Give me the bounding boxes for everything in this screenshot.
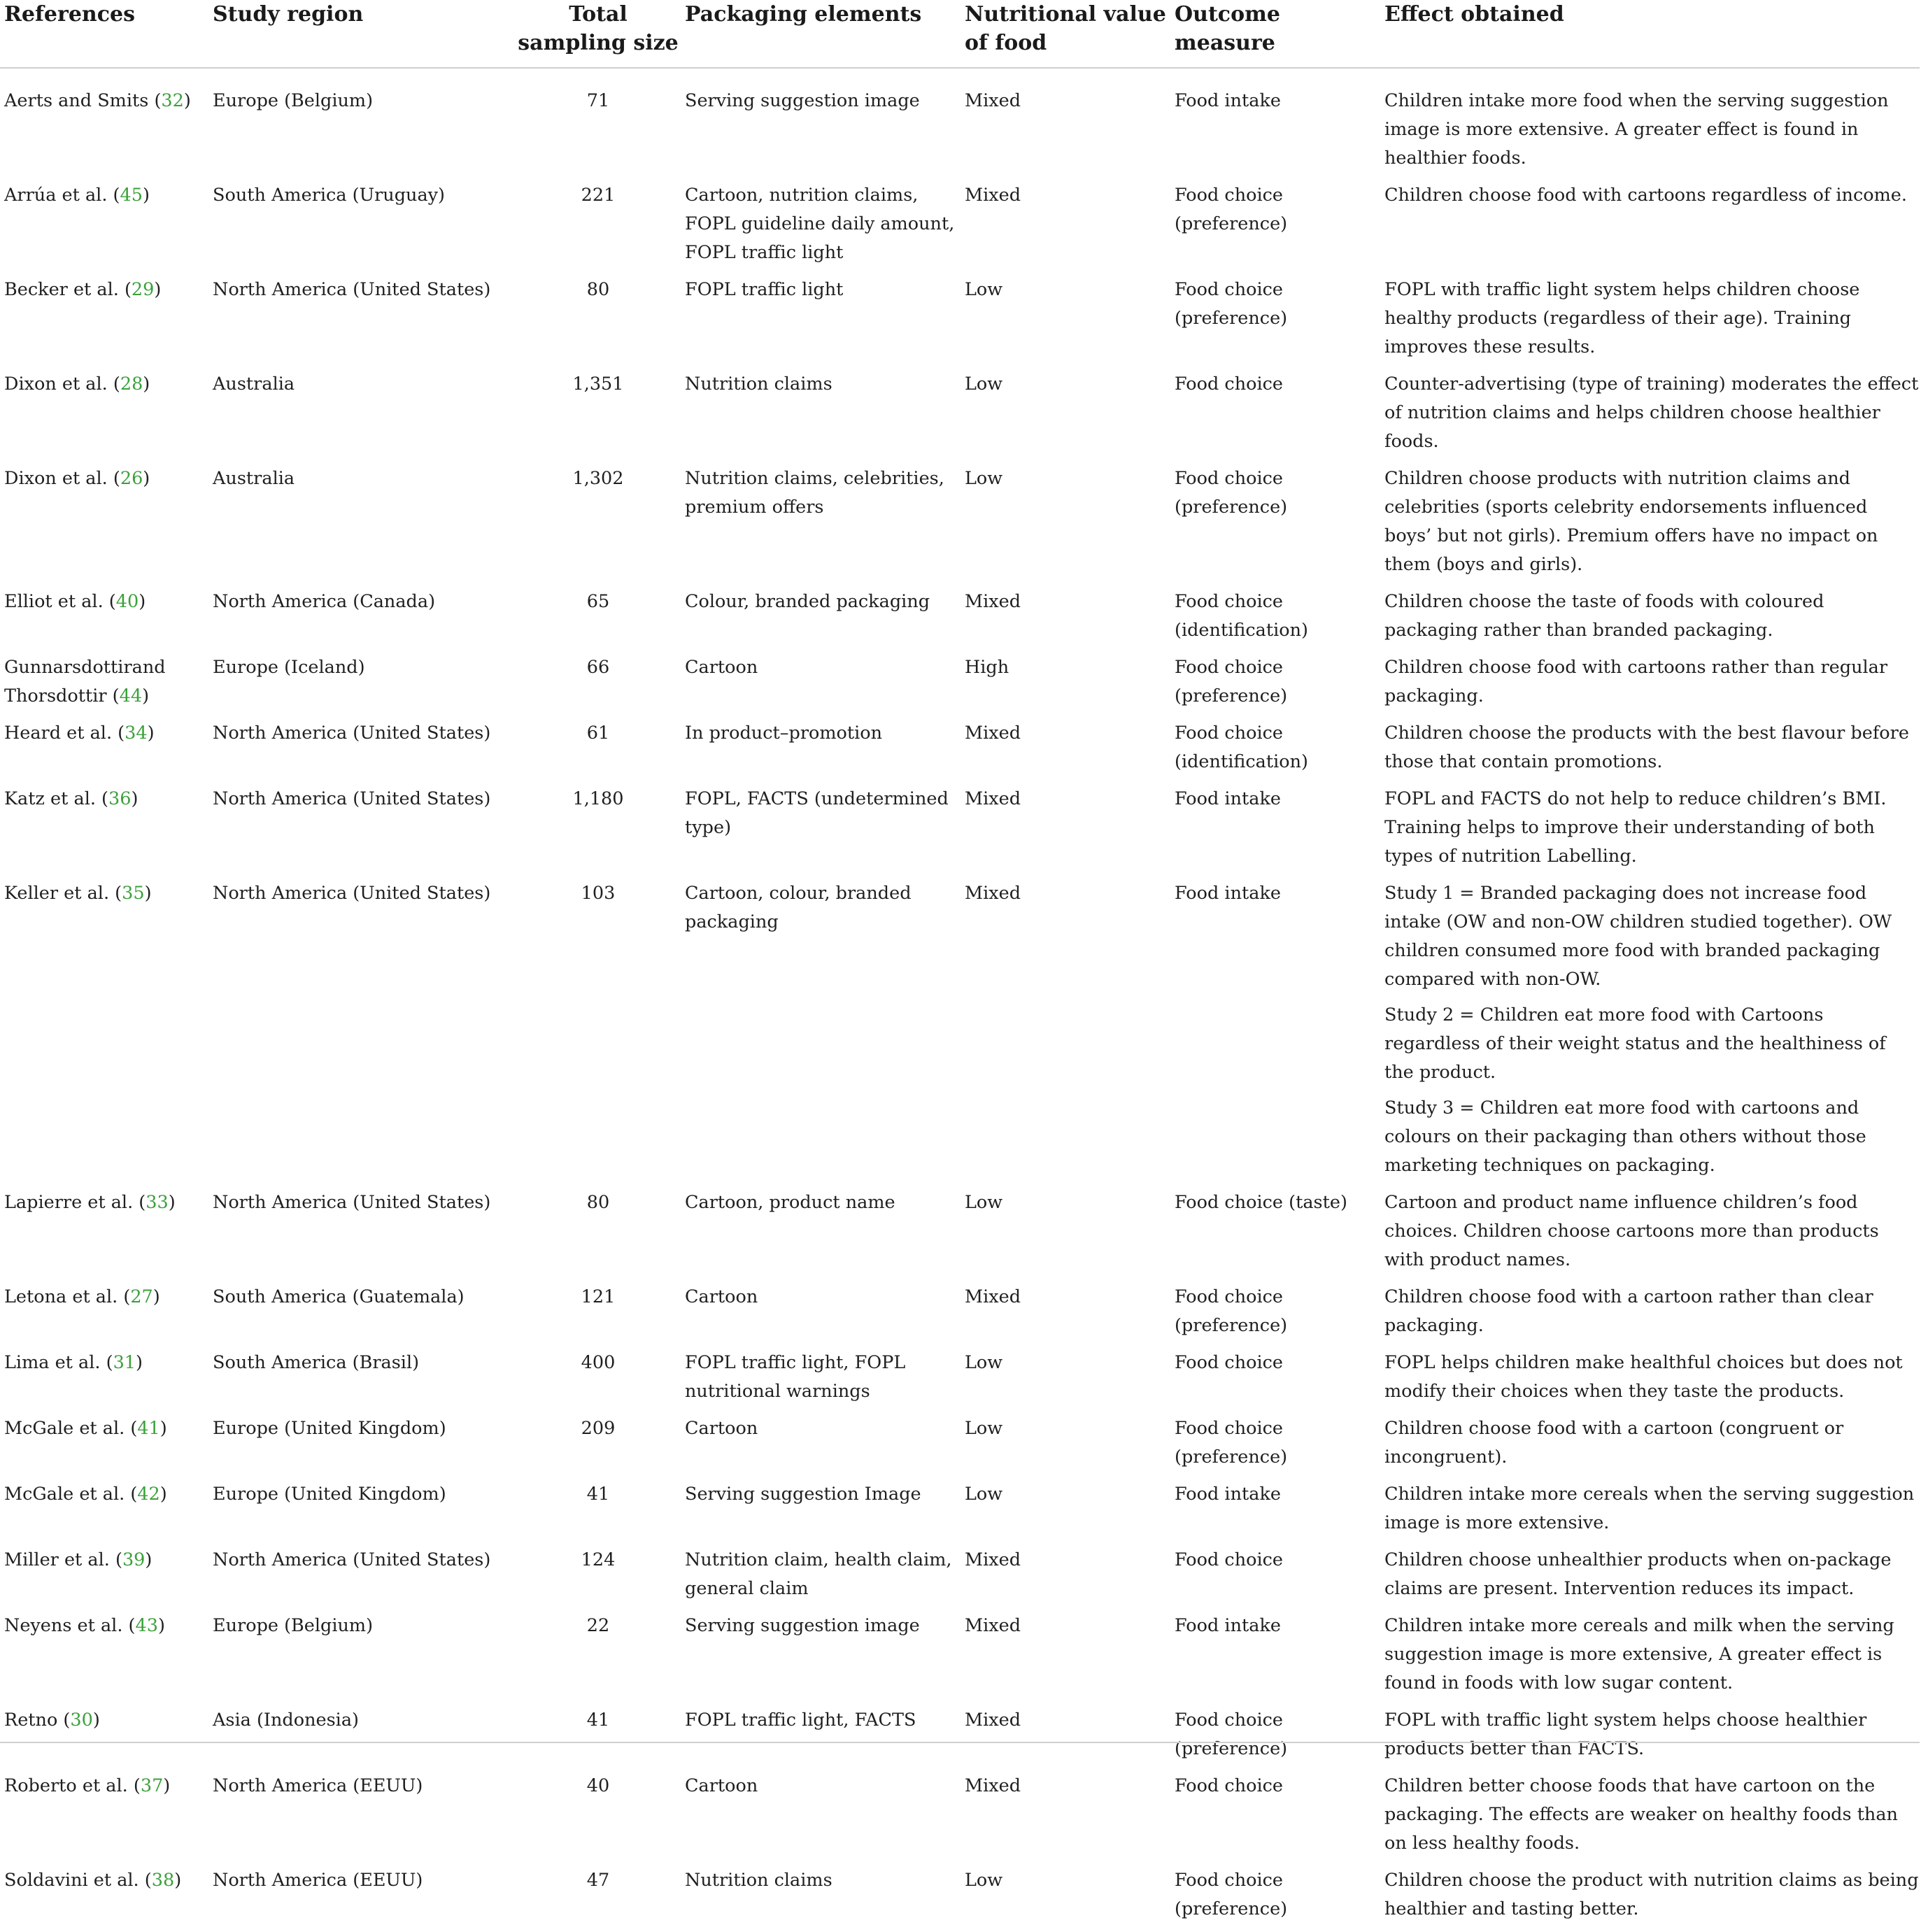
- cell-sampling-size: 47: [586, 1870, 610, 1891]
- reference-citation-link[interactable]: 28: [120, 374, 143, 395]
- reference-author: Retno: [4, 1710, 58, 1731]
- reference-citation-link[interactable]: 30: [70, 1710, 93, 1731]
- reference-author: Dixon et al.: [4, 374, 108, 395]
- cell-nutritional-value: Low: [965, 279, 1003, 300]
- table-row: [0, 1866, 1920, 1932]
- table-row: [0, 785, 1920, 879]
- cell-effect-obtained: [1380, 181, 1920, 276]
- cell-study-region: Australia: [213, 374, 295, 395]
- cell-reference: Elliot et al. (40): [4, 591, 146, 612]
- cell-packaging-elements: Cartoon, product name: [685, 1192, 895, 1213]
- cell-effect-obtained: [1380, 1349, 1920, 1414]
- cell-effect-obtained: [1380, 1706, 1920, 1772]
- cell-effect-obtained: [1380, 879, 1920, 1188]
- reference-author: McGale et al.: [4, 1484, 125, 1505]
- cell-sampling-size: 41: [586, 1710, 610, 1731]
- cell-packaging-elements: Cartoon, colour, branded packaging: [685, 883, 912, 932]
- reference-author: Elliot et al.: [4, 591, 104, 612]
- cell-nutritional-value: Mixed: [965, 185, 1021, 206]
- cell-effect-obtained: [1380, 464, 1920, 588]
- reference-author: Becker et al.: [4, 279, 119, 300]
- cell-nutritional-value: Mixed: [965, 1286, 1021, 1307]
- cell-sampling-size: 22: [586, 1615, 610, 1636]
- cell-study-region: Australia: [213, 468, 295, 489]
- cell-reference: Keller et al. (35): [4, 883, 152, 904]
- cell-study-region: Europe (United Kingdom): [213, 1418, 446, 1439]
- header-references: References: [0, 0, 208, 68]
- cell-packaging-elements: Nutrition claims: [685, 374, 832, 395]
- cell-study-region: North America (United States): [213, 883, 491, 904]
- header-outcome-measure: Outcome measure: [1170, 0, 1380, 68]
- cell-sampling-size: 71: [586, 90, 610, 111]
- cell-packaging-elements: Nutrition claims: [685, 1870, 832, 1891]
- effect-paragraph: Study 1 = Branded packaging does not increase food intake (OW and non-OW children studied together). OW children consumed more food with branded packaging compared with non-OW.: [1384, 883, 1892, 990]
- effect-paragraph: FOPL and FACTS do not help to reduce children’s BMI. Training helps to improve their understanding of both types of nutrition Labelling.: [1384, 788, 1887, 867]
- reference-citation-link[interactable]: 26: [120, 468, 143, 489]
- header-study-region: Study region: [208, 0, 516, 68]
- cell-effect-obtained: [1380, 588, 1920, 653]
- effect-paragraph: FOPL with traffic light system helps children choose healthy products (regardless of their age). Training improves these results.: [1384, 279, 1860, 357]
- reference-citation-link[interactable]: 40: [115, 591, 139, 612]
- cell-reference: Retno (30): [4, 1710, 100, 1731]
- reference-citation-link[interactable]: 35: [122, 883, 145, 904]
- reference-citation-link[interactable]: 41: [137, 1418, 160, 1439]
- cell-sampling-size: 124: [581, 1549, 616, 1570]
- cell-outcome-measure: Food choice (preference): [1175, 279, 1288, 329]
- cell-reference: Neyens et al. (43): [4, 1615, 165, 1636]
- cell-sampling-size: 66: [586, 657, 610, 678]
- cell-sampling-size: 65: [586, 591, 610, 612]
- cell-nutritional-value: Mixed: [965, 723, 1021, 744]
- table-row: [0, 276, 1920, 370]
- cell-packaging-elements: Cartoon: [685, 1286, 758, 1307]
- cell-reference: Roberto et al. (37): [4, 1775, 171, 1796]
- effect-paragraph: Children choose the products with the best flavour before those that contain promotions.: [1384, 723, 1909, 772]
- cell-study-region: Europe (Belgium): [213, 1615, 374, 1636]
- cell-outcome-measure: Food choice (preference): [1175, 468, 1288, 518]
- cell-nutritional-value: Low: [965, 1418, 1003, 1439]
- header-packaging-elements: Packaging elements: [681, 0, 961, 68]
- cell-sampling-size: 40: [586, 1775, 610, 1796]
- cell-sampling-size: 1,351: [572, 374, 624, 395]
- cell-reference: Dixon et al. (26): [4, 468, 150, 489]
- bottom-rule: [0, 1742, 1920, 1743]
- cell-nutritional-value: Mixed: [965, 1549, 1021, 1570]
- cell-outcome-measure: Food intake: [1175, 883, 1282, 904]
- reference-citation-link[interactable]: 42: [137, 1484, 160, 1505]
- effect-paragraph: Children intake more cereals when the serving suggestion image is more extensive.: [1384, 1484, 1915, 1533]
- table-row: [0, 879, 1920, 1188]
- table-row: [0, 1414, 1920, 1480]
- table-row: [0, 1349, 1920, 1414]
- cell-nutritional-value: Mixed: [965, 90, 1021, 111]
- cell-reference: Gunnarsdottirand Thorsdottir (44): [4, 657, 166, 706]
- reference-citation-link[interactable]: 34: [125, 723, 148, 744]
- reference-citation-link[interactable]: 43: [135, 1615, 158, 1636]
- cell-outcome-measure: Food choice: [1175, 1352, 1284, 1373]
- cell-reference: McGale et al. (42): [4, 1484, 167, 1505]
- cell-reference: Dixon et al. (28): [4, 374, 150, 395]
- cell-effect-obtained: [1380, 1414, 1920, 1480]
- cell-packaging-elements: Cartoon: [685, 1418, 758, 1439]
- cell-reference: Aerts and Smits (32): [4, 90, 191, 111]
- table-row: [0, 181, 1920, 276]
- table-row: [0, 1706, 1920, 1772]
- reference-author: Aerts and Smits: [4, 90, 149, 111]
- header-effect-obtained: Effect obtained: [1380, 0, 1920, 68]
- cell-outcome-measure: Food intake: [1175, 1484, 1282, 1505]
- cell-sampling-size: 221: [581, 185, 616, 206]
- cell-reference: Lima et al. (31): [4, 1352, 143, 1373]
- cell-nutritional-value: Mixed: [965, 591, 1021, 612]
- reference-citation-link[interactable]: 44: [119, 686, 143, 706]
- cell-nutritional-value: Low: [965, 374, 1003, 395]
- cell-outcome-measure: Food choice (preference): [1175, 1710, 1288, 1759]
- cell-reference: Arrúa et al. (45): [4, 185, 150, 206]
- cell-outcome-measure: Food choice (preference): [1175, 185, 1288, 234]
- reference-author: Roberto et al.: [4, 1775, 128, 1796]
- table-row: [0, 68, 1920, 181]
- cell-study-region: Asia (Indonesia): [213, 1710, 359, 1731]
- cell-packaging-elements: Cartoon: [685, 657, 758, 678]
- cell-outcome-measure: Food choice (preference): [1175, 1870, 1288, 1919]
- cell-outcome-measure: Food choice (preference): [1175, 1418, 1288, 1468]
- cell-outcome-measure: Food choice (preference): [1175, 1286, 1288, 1336]
- effect-paragraph: Children choose the product with nutrition claims as being healthier and tasting better.: [1384, 1870, 1919, 1919]
- reference-author: Soldavini et al.: [4, 1870, 139, 1891]
- effect-paragraph: Study 2 = Children eat more food with Cartoons regardless of their weight status and the healthiness of the product.: [1384, 1004, 1886, 1083]
- cell-effect-obtained: [1380, 1866, 1920, 1932]
- effect-paragraph: Children intake more cereals and milk when the serving suggestion image is more extensive, A greater effect is found in foods with low sugar content.: [1384, 1615, 1894, 1693]
- table-body: [0, 68, 1920, 1932]
- cell-packaging-elements: In product–promotion: [685, 723, 883, 744]
- cell-study-region: North America (EEUU): [213, 1870, 423, 1891]
- cell-packaging-elements: Cartoon, nutrition claims, FOPL guideline daily amount, FOPL traffic light: [685, 185, 955, 263]
- cell-sampling-size: 61: [586, 723, 610, 744]
- cell-packaging-elements: Nutrition claim, health claim, general claim: [685, 1549, 952, 1599]
- cell-study-region: North America (United States): [213, 1549, 491, 1570]
- cell-packaging-elements: Cartoon: [685, 1775, 758, 1796]
- cell-effect-obtained: [1380, 68, 1920, 181]
- reference-citation-link[interactable]: 32: [161, 90, 184, 111]
- reference-citation-link[interactable]: 29: [131, 279, 155, 300]
- table-row: [0, 370, 1920, 464]
- cell-effect-obtained: [1380, 370, 1920, 464]
- table-row: [0, 1546, 1920, 1612]
- cell-outcome-measure: Food choice: [1175, 1775, 1284, 1796]
- cell-nutritional-value: Mixed: [965, 1775, 1021, 1796]
- reference-citation-link[interactable]: 45: [120, 185, 143, 206]
- cell-reference: Soldavini et al. (38): [4, 1870, 182, 1891]
- reference-citation-link[interactable]: 31: [113, 1352, 136, 1373]
- table-row: [0, 1480, 1920, 1546]
- cell-packaging-elements: FOPL, FACTS (undetermined type): [685, 788, 949, 838]
- effect-paragraph: Children choose food with a cartoon (congruent or incongruent).: [1384, 1418, 1844, 1468]
- reference-citation-link[interactable]: 37: [140, 1775, 164, 1796]
- cell-packaging-elements: Serving suggestion image: [685, 90, 920, 111]
- effect-paragraph: Children choose food with cartoons regardless of income.: [1384, 185, 1907, 206]
- cell-outcome-measure: Food choice: [1175, 374, 1284, 395]
- reference-citation-link[interactable]: 27: [130, 1286, 153, 1307]
- cell-study-region: North America (United States): [213, 788, 491, 809]
- cell-outcome-measure: Food intake: [1175, 1615, 1282, 1636]
- cell-packaging-elements: FOPL traffic light, FACTS: [685, 1710, 916, 1731]
- table-row: [0, 1772, 1920, 1866]
- cell-study-region: North America (United States): [213, 279, 491, 300]
- cell-packaging-elements: FOPL traffic light, FOPL nutritional warnings: [685, 1352, 906, 1402]
- table-row: [0, 588, 1920, 653]
- cell-sampling-size: 209: [581, 1418, 616, 1439]
- header-row: [0, 0, 1920, 68]
- cell-nutritional-value: Low: [965, 1192, 1003, 1213]
- cell-sampling-size: 1,180: [572, 788, 624, 809]
- cell-outcome-measure: Food choice (identification): [1175, 591, 1308, 641]
- reference-author: Lima et al.: [4, 1352, 101, 1373]
- cell-nutritional-value: Mixed: [965, 1710, 1021, 1731]
- cell-nutritional-value: Mixed: [965, 1615, 1021, 1636]
- cell-nutritional-value: Mixed: [965, 883, 1021, 904]
- cell-outcome-measure: Food choice: [1175, 1549, 1284, 1570]
- cell-study-region: North America (United States): [213, 1192, 491, 1213]
- reference-author: Arrúa et al.: [4, 185, 108, 206]
- cell-packaging-elements: Serving suggestion image: [685, 1615, 920, 1636]
- cell-study-region: North America (Canada): [213, 591, 436, 612]
- cell-packaging-elements: Colour, branded packaging: [685, 591, 930, 612]
- table-row: [0, 1612, 1920, 1706]
- table-row: [0, 653, 1920, 719]
- cell-sampling-size: 1,302: [572, 468, 624, 489]
- cell-nutritional-value: Low: [965, 1352, 1003, 1373]
- cell-nutritional-value: High: [965, 657, 1009, 678]
- cell-study-region: South America (Guatemala): [213, 1286, 465, 1307]
- cell-outcome-measure: Food intake: [1175, 90, 1282, 111]
- header-nutritional-value: Nutritional value of food: [961, 0, 1170, 68]
- cell-effect-obtained: [1380, 1612, 1920, 1706]
- reference-author: Dixon et al.: [4, 468, 108, 489]
- reference-citation-link[interactable]: 38: [151, 1870, 175, 1891]
- cell-outcome-measure: Food intake: [1175, 788, 1282, 809]
- cell-reference: Becker et al. (29): [4, 279, 162, 300]
- reference-author: Lapierre et al.: [4, 1192, 134, 1213]
- reference-author: Gunnarsdottirand Thorsdottir: [4, 657, 166, 706]
- effect-paragraph: Children choose food with a cartoon rather than clear packaging.: [1384, 1286, 1873, 1336]
- effect-paragraph: Children choose unhealthier products when on-package claims are present. Intervention reduces its impact.: [1384, 1549, 1892, 1599]
- cell-sampling-size: 400: [581, 1352, 616, 1373]
- cell-study-region: North America (United States): [213, 723, 491, 744]
- effect-paragraph: FOPL helps children make healthful choices but does not modify their choices when they taste the products.: [1384, 1352, 1903, 1402]
- reference-author: Neyens et al.: [4, 1615, 123, 1636]
- header-total-sampling-size: Total sampling size: [516, 0, 681, 68]
- cell-reference: Letona et al. (27): [4, 1286, 160, 1307]
- cell-effect-obtained: [1380, 1480, 1920, 1546]
- table-row: [0, 1283, 1920, 1349]
- reference-author: McGale et al.: [4, 1418, 125, 1439]
- effect-paragraph: Children choose products with nutrition claims and celebrities (sports celebrity endorsements influenced boys’ but not girls). Premium offers have no impact on them (boys and girls).: [1384, 468, 1878, 575]
- cell-packaging-elements: Nutrition claims, celebrities, premium offers: [685, 468, 944, 518]
- effect-paragraph: Children better choose foods that have cartoon on the packaging. The effects are weaker on healthy foods than on less healthy foods.: [1384, 1775, 1898, 1854]
- effect-paragraph: Counter-advertising (type of training) moderates the effect of nutrition claims and helps children choose healthier foods.: [1384, 374, 1919, 452]
- cell-study-region: South America (Uruguay): [213, 185, 445, 206]
- cell-packaging-elements: FOPL traffic light: [685, 279, 844, 300]
- cell-study-region: North America (EEUU): [213, 1775, 423, 1796]
- cell-study-region: Europe (United Kingdom): [213, 1484, 446, 1505]
- cell-reference: McGale et al. (41): [4, 1418, 167, 1439]
- cell-effect-obtained: [1380, 785, 1920, 879]
- cell-effect-obtained: [1380, 1546, 1920, 1612]
- reference-author: Letona et al.: [4, 1286, 118, 1307]
- cell-outcome-measure: Food choice (identification): [1175, 723, 1308, 772]
- cell-nutritional-value: Low: [965, 1870, 1003, 1891]
- cell-reference: Miller et al. (39): [4, 1549, 153, 1570]
- reference-citation-link[interactable]: 33: [146, 1192, 169, 1213]
- cell-sampling-size: 121: [581, 1286, 616, 1307]
- effect-paragraph: Children choose food with cartoons rather than regular packaging.: [1384, 657, 1888, 706]
- cell-outcome-measure: Food choice (preference): [1175, 657, 1288, 706]
- cell-sampling-size: 80: [586, 1192, 610, 1213]
- effect-paragraph: Study 3 = Children eat more food with cartoons and colours on their packaging than others without those marketing techniques on packaging.: [1384, 1098, 1866, 1176]
- cell-study-region: South America (Brasil): [213, 1352, 420, 1373]
- table-row: [0, 1188, 1920, 1283]
- cell-effect-obtained: [1380, 1283, 1920, 1349]
- effect-paragraph: FOPL with traffic light system helps choose healthier products better than FACTS.: [1384, 1710, 1867, 1759]
- cell-effect-obtained: [1380, 1772, 1920, 1866]
- cell-study-region: Europe (Iceland): [213, 657, 365, 678]
- cell-nutritional-value: Low: [965, 468, 1003, 489]
- cell-effect-obtained: [1380, 653, 1920, 719]
- cell-study-region: Europe (Belgium): [213, 90, 374, 111]
- effect-paragraph: Children choose the taste of foods with coloured packaging rather than branded packaging.: [1384, 591, 1824, 641]
- table-row: [0, 464, 1920, 588]
- cell-effect-obtained: [1380, 719, 1920, 785]
- cell-sampling-size: 103: [581, 883, 616, 904]
- cell-reference: Katz et al. (36): [4, 788, 139, 809]
- effect-paragraph: Children intake more food when the serving suggestion image is more extensive. A greater effect is found in healthier foods.: [1384, 90, 1889, 169]
- cell-outcome-measure: Food choice (taste): [1175, 1192, 1347, 1213]
- cell-effect-obtained: [1380, 276, 1920, 370]
- reference-citation-link[interactable]: 39: [122, 1549, 146, 1570]
- cell-packaging-elements: Serving suggestion Image: [685, 1484, 921, 1505]
- reference-author: Keller et al.: [4, 883, 110, 904]
- reference-author: Miller et al.: [4, 1549, 110, 1570]
- reference-author: Heard et al.: [4, 723, 113, 744]
- cell-reference: Heard et al. (34): [4, 723, 155, 744]
- cell-reference: Lapierre et al. (33): [4, 1192, 176, 1213]
- reference-author: Katz et al.: [4, 788, 96, 809]
- effect-paragraph: Cartoon and product name influence children’s food choices. Children choose cartoons more than products with product names.: [1384, 1192, 1879, 1270]
- reference-citation-link[interactable]: 36: [108, 788, 132, 809]
- cell-effect-obtained: [1380, 1188, 1920, 1283]
- table-header: [0, 0, 1920, 68]
- table-row: [0, 719, 1920, 785]
- cell-nutritional-value: Mixed: [965, 788, 1021, 809]
- cell-sampling-size: 41: [586, 1484, 610, 1505]
- cell-nutritional-value: Low: [965, 1484, 1003, 1505]
- cell-sampling-size: 80: [586, 279, 610, 300]
